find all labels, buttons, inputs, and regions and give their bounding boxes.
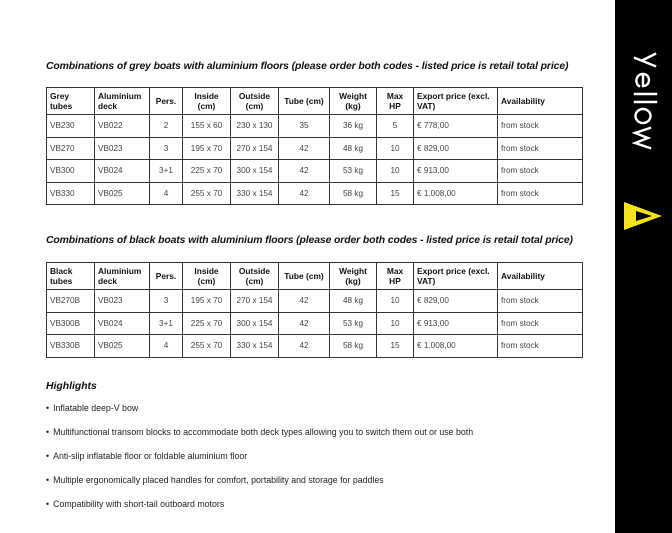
grey-cell: 2	[150, 115, 183, 138]
black-cell: VB330B	[47, 335, 95, 358]
grey-section-title: Combinations of grey boats with aluminium floors (please order both codes - listed price is retail total price)	[46, 61, 569, 72]
bullet-icon: •	[46, 499, 50, 509]
grey-cell: VB300	[47, 160, 95, 183]
grey-cell: 42	[279, 160, 330, 183]
grey-cell: VB330	[47, 182, 95, 205]
highlight-text: Compatibility with short-tail outboard motors	[53, 499, 225, 509]
black-cell: 10	[377, 290, 414, 313]
grey-cell: 225 x 70	[183, 160, 231, 183]
table-row	[47, 137, 583, 160]
grey-cell: 270 x 154	[231, 137, 279, 160]
black-cell: 330 x 154	[231, 335, 279, 358]
grey-header-0: Grey tubes	[47, 88, 95, 115]
highlight-text: Multiple ergonomically placed handles for comfort, portability and storage for paddles	[53, 475, 384, 485]
grey-header-2: Pers.	[150, 88, 183, 115]
grey-cell: VB024	[95, 160, 150, 183]
yellowv-logo	[614, 48, 672, 238]
black-cell: 10	[377, 312, 414, 335]
grey-cell: 42	[279, 137, 330, 160]
grey-cell: VB025	[95, 182, 150, 205]
grey-cell: € 778,00	[414, 115, 498, 138]
grey-cell: from stock	[498, 137, 583, 160]
list-item	[46, 427, 473, 437]
black-cell: 3	[150, 290, 183, 313]
highlight-text: Inflatable deep-V bow	[53, 403, 139, 413]
grey-cell: 48 kg	[330, 137, 377, 160]
black-cell: 42	[279, 312, 330, 335]
grey-cell: 3	[150, 137, 183, 160]
grey-cell: € 913,00	[414, 160, 498, 183]
black-cell: 48 kg	[330, 290, 377, 313]
black-cell: 195 x 70	[183, 290, 231, 313]
black-cell: 53 kg	[330, 312, 377, 335]
grey-cell: 3+1	[150, 160, 183, 183]
black-cell: 3+1	[150, 312, 183, 335]
black-cell: € 829,00	[414, 290, 498, 313]
grey-cell: VB023	[95, 137, 150, 160]
grey-header-1: Aluminium deck	[95, 88, 150, 115]
black-cell: 15	[377, 335, 414, 358]
grey-cell: 15	[377, 182, 414, 205]
black-cell: VB024	[95, 312, 150, 335]
black-cell: 255 x 70	[183, 335, 231, 358]
black-cell: VB270B	[47, 290, 95, 313]
table-row	[47, 290, 583, 313]
grey-cell: 53 kg	[330, 160, 377, 183]
grey-cell: from stock	[498, 182, 583, 205]
list-item	[46, 403, 138, 413]
black-cell: 4	[150, 335, 183, 358]
grey-cell: VB230	[47, 115, 95, 138]
black-header-7: Max HP	[377, 263, 414, 290]
bullet-icon: •	[46, 403, 50, 413]
grey-cell: 4	[150, 182, 183, 205]
grey-cell: 10	[377, 160, 414, 183]
grey-cell: 230 x 130	[231, 115, 279, 138]
highlights-title: Highlights	[46, 381, 97, 392]
black-cell: 42	[279, 335, 330, 358]
grey-cell: VB022	[95, 115, 150, 138]
black-header-8: Export price (excl. VAT)	[414, 263, 498, 290]
black-cell: from stock	[498, 335, 583, 358]
grey-cell: 42	[279, 182, 330, 205]
grey-cell: € 1.008,00	[414, 182, 498, 205]
list-item	[46, 475, 384, 485]
black-cell: from stock	[498, 290, 583, 313]
black-cell: VB023	[95, 290, 150, 313]
grey-header-4: Outside (cm)	[231, 88, 279, 115]
table-row	[47, 335, 583, 358]
bullet-icon: •	[46, 475, 50, 485]
black-header-1: Aluminium deck	[95, 263, 150, 290]
black-header-4: Outside (cm)	[231, 263, 279, 290]
grey-cell: 5	[377, 115, 414, 138]
highlight-text: Anti-slip inflatable floor or foldable aluminium floor	[53, 451, 248, 461]
black-cell: 42	[279, 290, 330, 313]
grey-boats-table	[46, 87, 583, 205]
black-cell: 300 x 154	[231, 312, 279, 335]
grey-header-3: Inside (cm)	[183, 88, 231, 115]
black-cell: VB300B	[47, 312, 95, 335]
highlight-text: Multifunctional transom blocks to accommodate both deck types allowing you to switch them out or use both	[53, 427, 474, 437]
black-header-9: Availability	[498, 263, 583, 290]
grey-cell: 36 kg	[330, 115, 377, 138]
black-cell: 225 x 70	[183, 312, 231, 335]
black-section-title: Combinations of black boats with aluminium floors (please order both codes - listed price is retail total price)	[46, 235, 573, 246]
black-header-5: Tube (cm)	[279, 263, 330, 290]
grey-cell: 330 x 154	[231, 182, 279, 205]
grey-cell: € 829,00	[414, 137, 498, 160]
table-row	[47, 115, 583, 138]
table-row	[47, 182, 583, 205]
table-row	[47, 312, 583, 335]
grey-cell: 58 kg	[330, 182, 377, 205]
grey-cell: 300 x 154	[231, 160, 279, 183]
grey-cell: from stock	[498, 160, 583, 183]
grey-cell: 10	[377, 137, 414, 160]
grey-cell: from stock	[498, 115, 583, 138]
list-item	[46, 451, 247, 461]
black-header-6: Weight (kg)	[330, 263, 377, 290]
grey-header-8: Export price (excl. VAT)	[414, 88, 498, 115]
grey-cell: 155 x 60	[183, 115, 231, 138]
black-cell: 270 x 154	[231, 290, 279, 313]
black-header-3: Inside (cm)	[183, 263, 231, 290]
black-header-0: Black tubes	[47, 263, 95, 290]
grey-header-9: Availability	[498, 88, 583, 115]
grey-cell: VB270	[47, 137, 95, 160]
grey-header-6: Weight (kg)	[330, 88, 377, 115]
table-row	[47, 160, 583, 183]
black-boats-table	[46, 262, 583, 358]
bullet-icon: •	[46, 451, 50, 461]
bullet-icon: •	[46, 427, 50, 437]
black-header-2: Pers.	[150, 263, 183, 290]
black-cell: from stock	[498, 312, 583, 335]
black-cell: VB025	[95, 335, 150, 358]
black-cell: € 1.008,00	[414, 335, 498, 358]
grey-cell: 35	[279, 115, 330, 138]
grey-cell: 255 x 70	[183, 182, 231, 205]
black-cell: € 913,00	[414, 312, 498, 335]
grey-header-7: Max HP	[377, 88, 414, 115]
grey-header-5: Tube (cm)	[279, 88, 330, 115]
grey-cell: 195 x 70	[183, 137, 231, 160]
black-cell: 58 kg	[330, 335, 377, 358]
list-item	[46, 499, 224, 509]
